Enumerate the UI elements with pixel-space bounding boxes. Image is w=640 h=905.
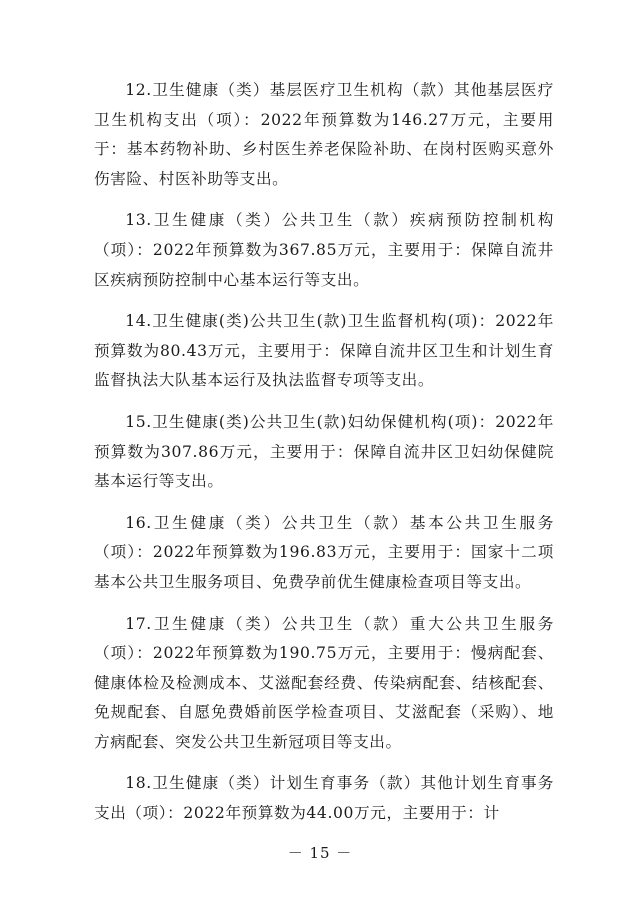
paragraph-item-12: 12.卫生健康（类）基层医疗卫生机构（款）其他基层医疗卫生机构支出（项）：2022年预算数为146.27万元，主要用于：基本药物补助、乡村医生养老保险补助、在岗村医购买意外伤害险、村医补助等支出。 [94, 81, 554, 188]
document-body [94, 76, 554, 841]
paragraph-item-17: 17.卫生健康（类）公共卫生（款）重大公共卫生服务（项）：2022年预算数为190.75万元，主要用于：慢病配套、健康体检及检测成本、艾滋配套经费、传染病配套、结核配套、免规配套、自愿免费婚前医学检查项目、艾滋配套（采购）、地方病配套、突发公共卫生新冠项目等支出。 [94, 614, 554, 751]
paragraph-item-13: 13.卫生健康（类）公共卫生（款）疾病预防控制机构（项）：2022年预算数为367.85万元，主要用于：保障自流井区疾病预防控制中心基本运行等支出。 [94, 211, 554, 289]
page-number: － 15 － [287, 844, 353, 862]
paragraph-item-15: 15.卫生健康(类)公共卫生(款)妇幼保健机构(项)：2022年预算数为307.86万元，主要用于：保障自流井区卫妇幼保健院基本运行等支出。 [94, 412, 554, 491]
paragraph-item-18: 18.卫生健康（类）计划生育事务（款）其他计划生育事务支出（项）：2022年预算数为44.00万元，主要用于：计 [94, 774, 554, 823]
paragraph-item-16: 16.卫生健康（类）公共卫生（款）基本公共卫生服务（项）：2022年预算数为196.83万元，主要用于：国家十二项基本公共卫生服务项目、免费孕前优生健康检查项目等支出。 [94, 513, 554, 591]
paragraph-item-14: 14.卫生健康(类)公共卫生(款)卫生监督机构(项)：2022年预算数为80.43万元，主要用于：保障自流井区卫生和计划生育监督执法大队基本运行及执法监督专项等支出。 [94, 312, 554, 390]
